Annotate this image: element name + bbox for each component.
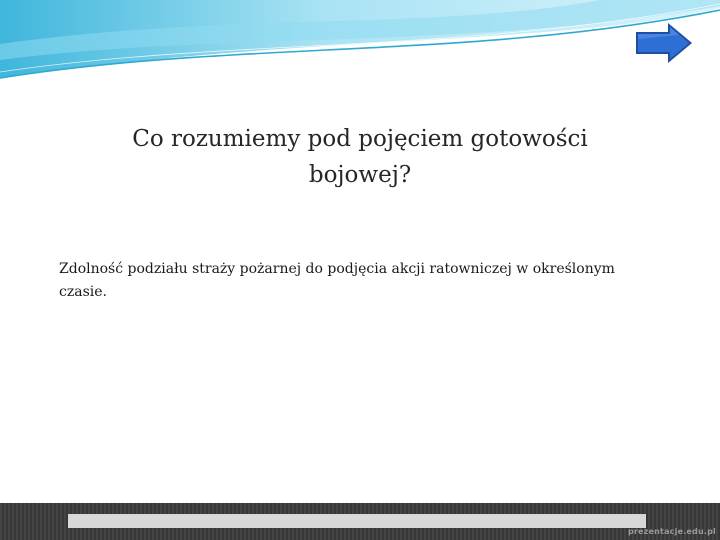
slide-title-line-1: Co rozumiemy pod pojęciem gotowości	[132, 126, 588, 152]
next-slide-button[interactable]	[634, 22, 694, 64]
right-arrow-icon	[636, 23, 692, 63]
slide-title	[60, 121, 660, 193]
slide-body-text: Zdolność podziału straży pożarnej do podjęcia akcji ratowniczej w określonym czasie.	[59, 261, 615, 300]
footer-progress-bar	[68, 514, 646, 528]
slide-title-line-2: bojowej?	[308, 162, 412, 188]
footer-watermark: prezentacje.edu.pl	[627, 527, 716, 536]
top-wave-decoration	[0, 0, 720, 90]
